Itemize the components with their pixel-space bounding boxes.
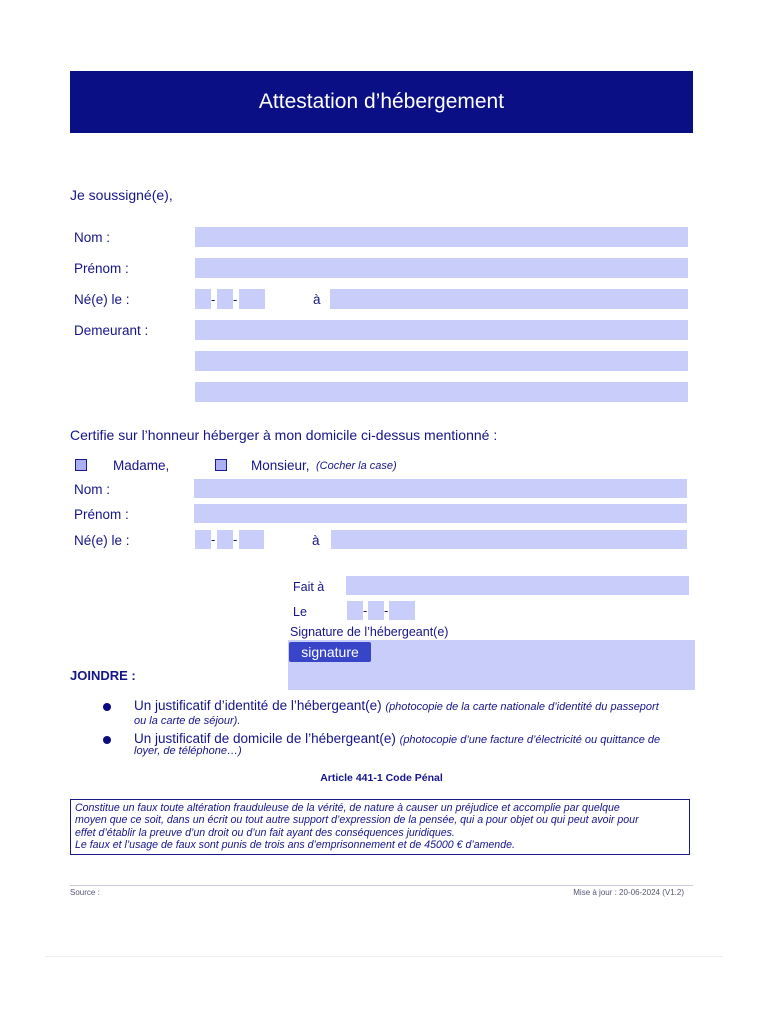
footer-source: Source : [70, 888, 100, 897]
guest-prenom-field[interactable] [194, 504, 687, 523]
guest-birthplace-field[interactable] [331, 530, 687, 549]
signature-button[interactable] [289, 642, 371, 662]
article-title: Article 441-1 Code Pénal [320, 772, 443, 784]
host-address-line3-field[interactable] [195, 382, 688, 402]
host-nom-field[interactable] [195, 227, 688, 247]
sign-day-field[interactable] [347, 601, 363, 620]
joindre-item-2-note: (photocopie d’une facture d’électricité ou quittance de [399, 734, 661, 746]
title-banner [70, 71, 693, 133]
legal-line: effet d’établir la preuve d’un droit ou d’un fait ayant des conséquences juridiques. [75, 826, 455, 839]
joindre-item-1-note: (photocopie de la carte nationale d’identité du passeport [385, 701, 659, 713]
date-separator: - [211, 532, 216, 547]
bullet-icon [103, 703, 111, 711]
fait-a-label: Fait à [293, 580, 325, 594]
guest-birthplace-label: à [312, 533, 320, 548]
host-prenom-field[interactable] [195, 258, 688, 278]
joindre-item-1-main: Un justificatif d’identité de l’hébergeant(e) [134, 698, 382, 713]
cocher-note: (Cocher la case) [316, 460, 397, 472]
host-birth-day-field[interactable] [195, 289, 211, 309]
host-birth-month-field[interactable] [217, 289, 233, 309]
host-prenom-label: Prénom : [74, 261, 129, 276]
page-title: Attestation d’hébergement [258, 90, 505, 113]
signature-label: Signature de l’hébergeant(e) [290, 625, 449, 639]
le-label: Le [293, 605, 307, 619]
guest-prenom-label: Prénom : [74, 507, 129, 522]
host-birthplace-field[interactable] [330, 289, 688, 309]
madame-checkbox[interactable] [75, 459, 87, 471]
host-birthdate-label: Né(e) le : [74, 292, 130, 307]
joindre-item-1 [134, 698, 659, 713]
guest-birth-year-field[interactable] [239, 530, 264, 549]
host-demeurant-label: Demeurant : [74, 323, 149, 338]
bullet-icon [103, 736, 111, 744]
host-birthplace-label: à [313, 292, 321, 307]
fait-a-field[interactable] [346, 576, 689, 595]
guest-birthdate-label: Né(e) le : [74, 533, 130, 548]
joindre-title: JOINDRE : [70, 668, 136, 683]
sign-month-field[interactable] [368, 601, 384, 620]
joindre-item-1-note2: ou la carte de séjour). [134, 715, 241, 727]
page-divider [45, 956, 723, 957]
joindre-item-2 [134, 731, 660, 746]
monsieur-checkbox[interactable] [215, 459, 227, 471]
date-separator: - [363, 603, 368, 618]
legal-line: Le faux et l’usage de faux sont punis de trois ans d’emprisonnement et de 45000 € d’amende. [75, 839, 515, 852]
date-separator: - [233, 532, 238, 547]
joindre-item-2-main: Un justificatif de domicile de l’hébergeant(e) [134, 731, 396, 746]
host-nom-label: Nom : [74, 230, 111, 245]
legal-text-box [70, 799, 690, 855]
madame-label: Madame, [113, 458, 170, 473]
guest-nom-field[interactable] [194, 479, 687, 498]
certify-text: Certifie sur l’honneur héberger à mon domicile ci-dessus mentionné : [70, 427, 498, 443]
footer-divider [70, 885, 693, 886]
intro-text: Je soussigné(e), [70, 187, 173, 203]
sign-year-field[interactable] [389, 601, 415, 620]
guest-nom-label: Nom : [74, 482, 111, 497]
date-separator: - [211, 292, 216, 307]
guest-birth-month-field[interactable] [217, 530, 233, 549]
signature-button-label: signature [301, 644, 359, 660]
host-address-line1-field[interactable] [195, 320, 688, 340]
legal-line: Constitue un faux toute altération frauduleuse de la vérité, de nature à causer un préjudice et accomplie par quelque [75, 802, 620, 814]
joindre-item-2-note2: loyer, de téléphone…) [134, 745, 242, 757]
legal-line: moyen que ce soit, dans un écrit ou tout autre support d’expression de la pensée, qui a pour objet ou qui peut avoir pour [75, 814, 639, 827]
guest-birth-day-field[interactable] [195, 530, 211, 549]
monsieur-label: Monsieur, [251, 458, 310, 473]
date-separator: - [384, 603, 389, 618]
footer-update: Mise à jour : 20-06-2024 (V1.2) [573, 888, 684, 897]
host-birth-year-field[interactable] [239, 289, 265, 309]
date-separator: - [233, 292, 238, 307]
host-address-line2-field[interactable] [195, 351, 688, 371]
